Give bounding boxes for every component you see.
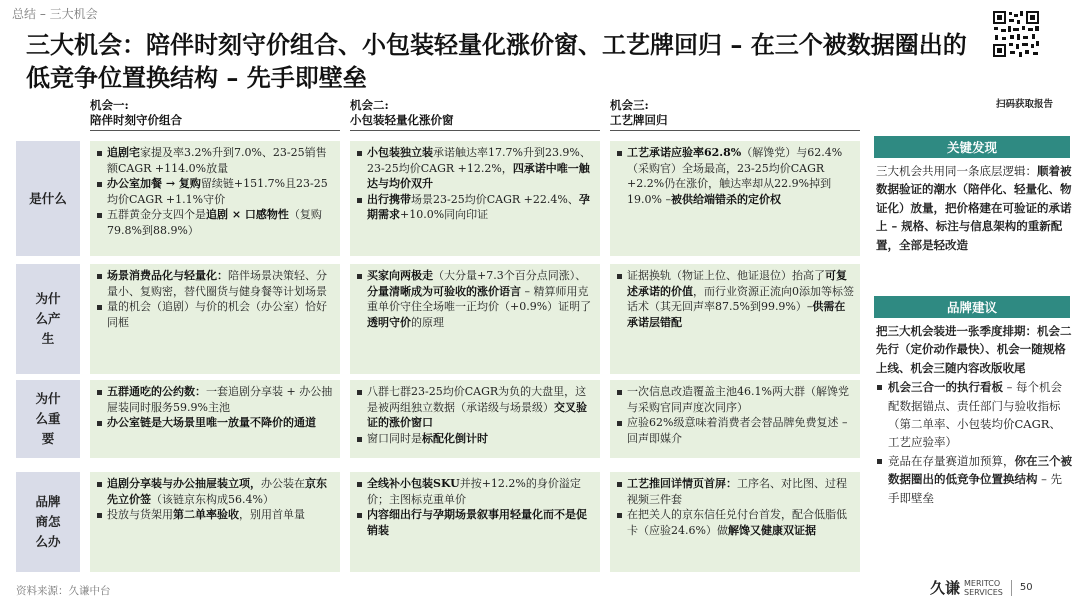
list-item: 量的机会（追剧）与价的机会（办公室）恰好同框 — [96, 299, 334, 330]
list-item: 工艺推回详情页首屏：工序名、对比图、过程视频三件套 — [616, 476, 854, 507]
row-label-brand-action: 品牌商怎么办 — [16, 472, 80, 572]
list-item: 五群通吃的公约数：一套追剧分享装 + 办公抽屉装同时服务59.9%主池 — [96, 384, 334, 415]
cell-brand-action-opportunity-3 — [610, 472, 860, 572]
logo-chinese: 久谦 — [930, 579, 961, 597]
column-header-1 — [90, 98, 340, 128]
list-item: 投放与货架用第二单率验收，别用首单量 — [96, 507, 334, 523]
qr-caption: 扫码获取报告 — [996, 99, 1054, 110]
source-note: 资料来源：久谦中台 — [16, 585, 111, 597]
list-item: 一次信息改造覆盖主池46.1%两大群（解馋党与采购官同声度次同序） — [616, 384, 854, 415]
page-number: 50 — [1019, 582, 1033, 593]
row-label-why-arise: 为什么产生 — [16, 264, 80, 374]
list-item: 追剧分享装与办公抽屉装立项，办公装在京东先立价签（该链京东构成56.4%） — [96, 476, 334, 507]
list-item: 证据换轨（物证上位、他证退位）抬高了可复述承诺的价值，而行业资源正流向0添加等标签话术（其无回声率87.5%到99.9%）–供需在承诺层错配 — [616, 268, 854, 330]
recommendation-text: 把三大机会装进一张季度排期：机会二先行（定价动作最快）、机会一随规格上线、机会三随内容改版收尾 机会三合一的执行看板 – 每个机会配数据锚点、责任部门与验收指标（第二单率、小包装均价CAGR、工艺应验率） 竞品在存量赛道加预算，你在三个被数据圈出的低竞争位置换结构 – 先手即壁垒 — [876, 322, 1072, 507]
cell-why-arise-opportunity-3 — [610, 264, 860, 374]
recommendation-header: 品牌建议 — [874, 296, 1070, 318]
page-title: 三大机会：陪伴时刻守价组合、小包装轻量化涨价窗、工艺牌回归 – 在三个被数据圈出的低竞争位置换结构 – 先手即壁垒 — [26, 30, 967, 92]
cell-why-important-opportunity-2 — [350, 380, 600, 458]
column-title: 陪伴时刻守价组合 — [90, 113, 182, 127]
list-item: 办公室链是大场景里唯一放量不降价的通道 — [96, 415, 334, 431]
key-findings-text: 三大机会共用同一条底层逻辑：顺着被数据验证的潮水（陪伴化、轻量化、物证化）放量，把价格建在可验证的承诺上 – 规格、标注与信息架构的重新配置，全部是轻改造 — [876, 164, 1072, 252]
list-item: 八群七群23-25均价CAGR为负的大盘里，这是被两组独立数据（承诺级与场景级）交叉验证的涨价窗口 — [356, 384, 594, 431]
column-title: 小包装轻量化涨价窗 — [350, 113, 454, 127]
row-label-why-important: 为什么重要 — [16, 380, 80, 458]
cell-why-important-opportunity-1 — [90, 380, 340, 458]
column-label: 机会三: — [610, 98, 649, 112]
column-label: 机会二: — [350, 98, 389, 112]
list-item: 五群黄金分支四个是追剧 × 口感物性（复购79.8%到88.9%） — [96, 207, 334, 238]
list-item: 全线补小包装SKU并按+12.2%的身价溢定价；主图标克重单价 — [356, 476, 594, 507]
list-item: 工艺承诺应验率62.8%（解馋党）与62.4%（采购官）全场最高，23-25均价CAGR +2.2%仍在涨价，触达率却从22.9%掉到19.0% –被供给端错杀的定价权 — [616, 145, 854, 207]
column-label: 机会一: — [90, 98, 129, 112]
breadcrumb: 总结 – 三大机会 — [12, 7, 98, 21]
logo-english: MERITCO SERVICES — [964, 578, 1003, 597]
row-label-what: 是什么 — [16, 141, 80, 256]
list-item: 小包装独立装承诺触达率17.7%升到23.9%、23-25均价CAGR +12.2%，四承诺中唯一触达与均价双升 — [356, 145, 594, 192]
cell-brand-action-opportunity-1 — [90, 472, 340, 572]
cell-why-arise-opportunity-2 — [350, 264, 600, 374]
list-item: 出行携带场景23-25均价CAGR +22.4%、孕期需求+10.0%同向印证 — [356, 192, 594, 223]
list-item: 办公室加餐 → 复购留续链+151.7%且23-25均价CAGR +1.1%守价 — [96, 176, 334, 207]
list-item: 应验62%级意味着消费者会替品牌免费复述 – 回声即媒介 — [616, 415, 854, 446]
list-item: 窗口同时是标配化倒计时 — [356, 431, 594, 447]
column-header-3 — [610, 98, 860, 128]
list-item: 竞品在存量赛道加预算，你在三个被数据圈出的低竞争位置换结构 – 先手即壁垒 — [876, 452, 1072, 507]
column-header-2 — [350, 98, 600, 128]
company-logo — [930, 577, 1033, 598]
cell-what-opportunity-3 — [610, 141, 860, 256]
cell-what-opportunity-1 — [90, 141, 340, 256]
list-item: 场景消费品化与轻量化：陪伴场景决策轻、分量小、复购密，替代圈货与健身餐等计划场景 — [96, 268, 334, 299]
cell-what-opportunity-2 — [350, 141, 600, 256]
qr-code-icon — [992, 10, 1040, 58]
list-item: 在把关人的京东信任兑付台首发，配合低脂低卡（应验24.6%）做解馋又健康双证据 — [616, 507, 854, 538]
list-item: 机会三合一的执行看板 – 每个机会配数据锚点、责任部门与验收指标（第二单率、小包装均价CAGR、工艺应验率） — [876, 378, 1072, 452]
list-item: 买家向两极走（大分量+7.3个百分点同涨）、分量清晰成为可验收的涨价语言 – 精算师用克重单价守住全场唯一正均价（+0.9%）证明了透明守价的原理 — [356, 268, 594, 330]
cell-why-important-opportunity-3 — [610, 380, 860, 458]
cell-brand-action-opportunity-2 — [350, 472, 600, 572]
cell-why-arise-opportunity-1 — [90, 264, 340, 374]
list-item: 追剧宅家提及率3.2%升到7.0%、23-25销售额CAGR +114.0%放量 — [96, 145, 334, 176]
key-findings-header: 关键发现 — [874, 136, 1070, 158]
list-item: 内容细出行与孕期场景叙事用轻量化而不是促销装 — [356, 507, 594, 538]
column-title: 工艺牌回归 — [610, 113, 668, 127]
